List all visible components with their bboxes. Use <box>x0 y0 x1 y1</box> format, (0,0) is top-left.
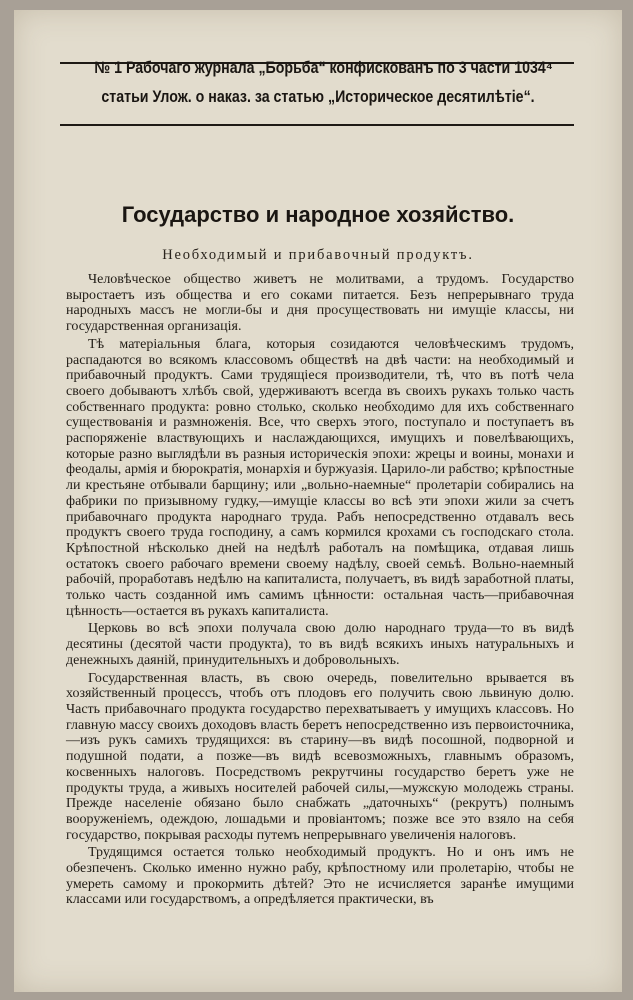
confiscation-notice <box>94 54 553 112</box>
notice-line-2: статьи Улож. о наказ. за статью „Историческое десятилѣтіе“. <box>101 88 535 106</box>
paragraph: Тѣ матеріальныя блага, которыя созидаются человѣческимъ трудомъ, распадаются во всякомъ классовомъ обществѣ на двѣ части: на необходимый и прибавочный продуктъ. Сами трудящіеся производители, тѣ, что въ потѣ чела своего добываютъ хлѣбъ свой, удерживаютъ всегда въ своихъ рукахъ только часть собственнаго продукта: ровно столько, сколько необходимо для ихъ собственнаго существованія и размноженія. Все, что сверхъ этого, поступало и поступаетъ въ распоряженіе властвующихъ и наслаждающихся, имущихъ и повелѣвающихъ, которые разно выглядѣли въ разныя историческія эпохи: жрецы и воины, монахи и феодалы, армія и бюрократія, монархія и буржуазія. Царило-ли рабство; крѣпостные ли крестьяне отбывали барщину; или „вольно-наемные“ пролетаріи собирались на фабрики по призывному гудку,—имущіе классы во всѣ эти эпохи жили за счетъ прибавочнаго продукта народнаго труда. Рабъ непосредственно отдавалъ весь продуктъ своего труда господину, а самъ кормился крохами съ господскаго стола. Крѣпостной нѣсколько дней на недѣлѣ работалъ на помѣщика, отдавая лишь остатокъ своего рабочаго времени своему надѣлу, своей семьѣ. Вольно-наемный рабочій, проработавъ недѣлю на капиталиста, получаетъ, въ видѣ заработной платы, только часть созданной имъ самимъ цѣнности: остальная часть—прибавочная цѣнность—остается въ рукахъ капиталиста. <box>66 336 574 619</box>
bottom-rule <box>60 124 574 126</box>
paragraph: Церковь во всѣ эпохи получала свою долю народнаго труда—то въ видѣ десятины (десятой части продукта), то въ видѣ всякихъ иныхъ натуральныхъ и денежныхъ даяній, принудительныхъ и добровольныхъ. <box>66 621 574 668</box>
notice-line-1: № 1 Рабочаго журнала „Борьба“ конфискованъ по 3 части 1034⁴ <box>94 59 553 77</box>
article-title: Государство и народное хозяйство. <box>121 202 515 227</box>
paragraph: Государственная власть, въ свою очередь, повелительно врывается въ хозяйственный процессъ, чтобъ отъ плодовъ его получить свою львиную долю. Часть прибавочнаго продукта государство перехватываетъ у имущихъ классовъ. Но главную массу своихъ доходовъ власть беретъ непосредственно изъ первоисточника,—изъ рукъ самихъ трудящихся: въ старину—въ видѣ посошной, подворной и подушной подати, а позже—въ видѣ всевозможныхъ, главнымъ образомъ, косвенныхъ налоговъ. Посредствомъ рекрутчины государство беретъ уже не продукты труда, а живыхъ носителей рабочей силы,—мужскую молодежь страны. Прежде населеніе обязано было снабжать „даточныхъ“ (рекрутъ) полнымъ вооруженіемъ, одеждою, лошадьми и провіантомъ; позже все это взяло на себя государство, покрывая расходы путемъ непрерывнаго увеличенія налоговъ. <box>66 670 574 843</box>
article-body <box>66 272 574 910</box>
article-subtitle: Необходимый и прибавочный продуктъ. <box>162 247 474 263</box>
paragraph: Человѣческое общество живетъ не молитвами, а трудомъ. Государство выростаетъ изъ общества и его соками питается. Безъ непрерывнаго труда народныхъ массъ не могли-бы и дня просуществовать ни имущіе классы, ни государственная организація. <box>66 272 574 335</box>
paragraph: Трудящимся остается только необходимый продуктъ. Но и онъ имъ не обезпеченъ. Сколько именно нужно рабу, крѣпостному или пролетарію, чтобы не умереть самому и прокормить дѣтей? Это не исчисляется заранѣе имущими классами или государствомъ, а опредѣляется практически, въ <box>66 845 574 908</box>
document-page <box>14 10 622 992</box>
